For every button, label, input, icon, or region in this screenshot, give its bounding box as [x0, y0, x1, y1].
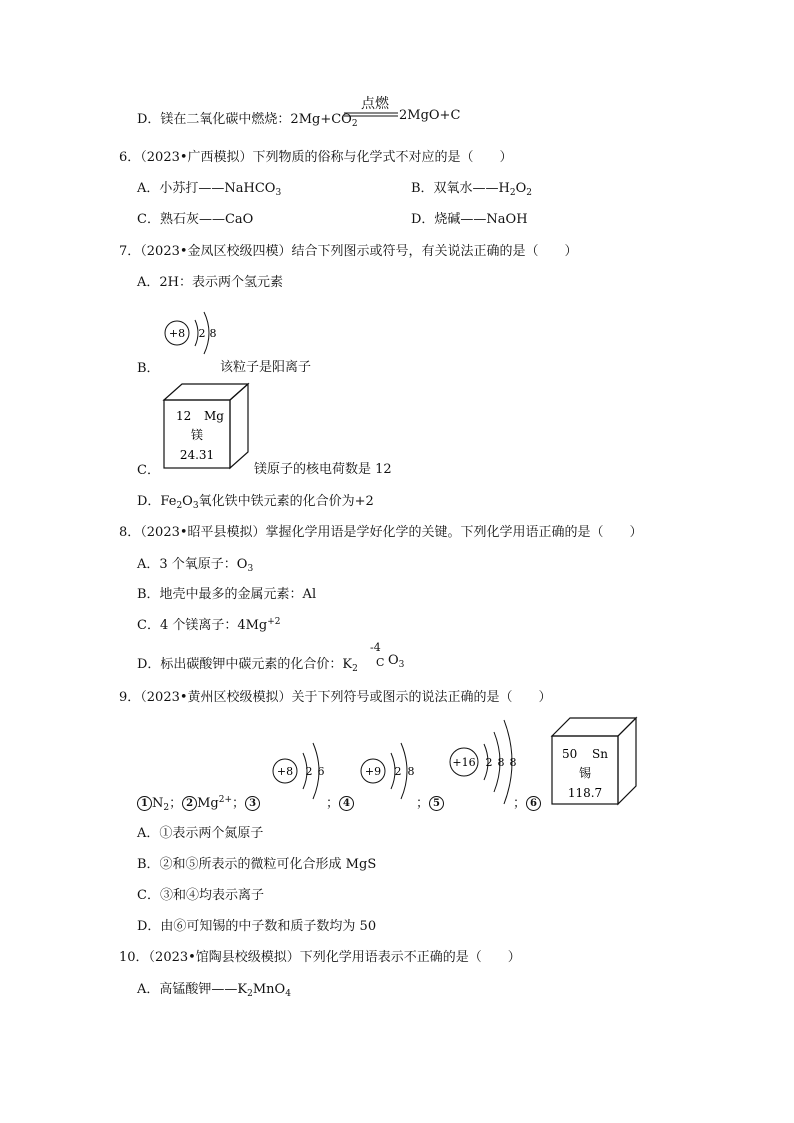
q9-option-c: C．③和④均表示离子: [137, 888, 264, 903]
q7-nucleus-charge: +8: [168, 327, 186, 340]
q7-element-tile: [162, 382, 254, 472]
q7-shell-1-electrons: 2: [198, 327, 206, 340]
q7-option-b-text: 该粒子是阳离子: [220, 360, 312, 375]
q9-marker-5-group: ； 5: [416, 792, 444, 811]
q9-element-tile: [550, 716, 640, 808]
q10-option-a: A．高锰酸钾$——K_2MnO_4$: [137, 982, 291, 999]
marker-1: 1: [137, 796, 152, 811]
q8-option-d: D．标出碳酸钾中碳元素的化合价：$K_2$: [137, 657, 358, 674]
q9-atom-5-nucleus: +16: [452, 756, 476, 769]
q9-marker-4-group: ； 4: [326, 792, 354, 811]
reaction-arrow: [344, 112, 400, 118]
marker-3: 3: [245, 796, 260, 811]
q9-option-d: D．由⑥可知锡的中子数和质子数均为 50: [137, 919, 377, 934]
q7-option-b-label: B．: [137, 361, 160, 376]
q8-option-a: A．3 个氧原子：$O_3$: [137, 557, 254, 574]
q9-marker-6-group: ； 6: [513, 792, 541, 811]
q9-atom-4-shell-1: 2: [394, 765, 402, 778]
q7-atomic-number: 12: [176, 409, 192, 423]
q7-atom-structure-diagram: [158, 298, 228, 360]
q7-option-d: D．$Fe_2O_3$氧化铁中铁元素的化合价为+2: [137, 494, 374, 511]
question-6-stem: 6．（2023•广西模拟）下列物质的俗称与化学式不对应的是（ ）: [119, 150, 513, 165]
q8-oxygen-group: $O_3$: [388, 653, 405, 670]
marker-4: 4: [339, 796, 354, 811]
q6-option-a: A．小苏打——NaHCO$_3$: [137, 181, 282, 198]
q7-option-a: A．2H：表示两个氢元素: [137, 275, 283, 290]
q6-option-d: D．烧碱——NaOH: [411, 212, 528, 227]
q9-atom-4-nucleus: +9: [364, 765, 382, 778]
q9-atom-5-shell-3: 8: [509, 756, 517, 769]
q7-option-c-label: C．: [137, 463, 160, 478]
q9-option-a: A．①表示两个氮原子: [137, 826, 264, 841]
q9-atom-5-shell-2: 8: [497, 756, 505, 769]
q9-tile-symbol: Sn: [592, 747, 608, 761]
q9-tile-atomic-number: 50: [562, 747, 578, 761]
question-7-stem: 7．（2023•金凤区校级四模）结合下列图示或符号，有关说法正确的是（ ）: [119, 244, 578, 259]
q9-atom-3-shell-2: 6: [317, 765, 325, 778]
q9-atom-3-nucleus: +8: [276, 765, 294, 778]
q7-atomic-mass: 24.31: [179, 448, 215, 462]
q9-tile-element-name: 锡: [578, 766, 592, 780]
q8-valence-mark: -4: [370, 641, 381, 654]
q7-option-c-text: 镁原子的核电荷数是 12: [254, 462, 392, 477]
q6-option-c: C．熟石灰——CaO: [137, 212, 254, 227]
q9-tile-atomic-mass: 118.7: [567, 786, 603, 800]
q9-symbol-list: 1 $N_2$； 2 $Mg^{2+}$； 3: [137, 792, 260, 813]
question-9-stem: 9．（2023•黄州区校级模拟）关于下列符号或图示的说法正确的是（ ）: [119, 690, 552, 705]
q9-atom-4-shell-2: 8: [407, 765, 415, 778]
q8-option-b: B．地壳中最多的金属元素：Al: [137, 587, 317, 602]
q7-element-name: 镁: [190, 428, 204, 442]
q9-atom-5-shell-1: 2: [485, 756, 493, 769]
q8-option-c: C．4 个镁离子：$4Mg^{+2}$: [137, 617, 281, 633]
question-8-stem: 8．（2023•昭平县模拟）掌握化学用语是学好化学的关键。下列化学用语正确的是（ ）: [119, 525, 643, 540]
question-10-stem: 10．（2023•馆陶县校级模拟）下列化学用语表示不正确的是（ ）: [119, 950, 521, 965]
marker-2: 2: [182, 796, 197, 811]
q7-shell-2-electrons: 8: [209, 327, 217, 340]
q8-carbon-symbol: C: [376, 656, 385, 669]
marker-6: 6: [526, 796, 541, 811]
q6-option-b: B．双氧水$——H_2O_2$: [411, 181, 533, 198]
q9-atom-4-diagram: [355, 735, 423, 805]
q9-option-b: B．②和⑤所表示的微粒可化合形成 MgS: [137, 857, 377, 872]
q5-option-d-product: 2MgO+C: [399, 108, 461, 123]
q5-option-d: D．镁在二氧化碳中燃烧：$2Mg+CO_2$: [137, 112, 358, 129]
q9-atom-3-diagram: [265, 735, 333, 805]
q9-atom-3-shell-1: 2: [305, 765, 313, 778]
q7-element-symbol: Mg: [204, 409, 224, 423]
reaction-condition: 点燃: [361, 96, 389, 112]
marker-5: 5: [429, 796, 444, 811]
